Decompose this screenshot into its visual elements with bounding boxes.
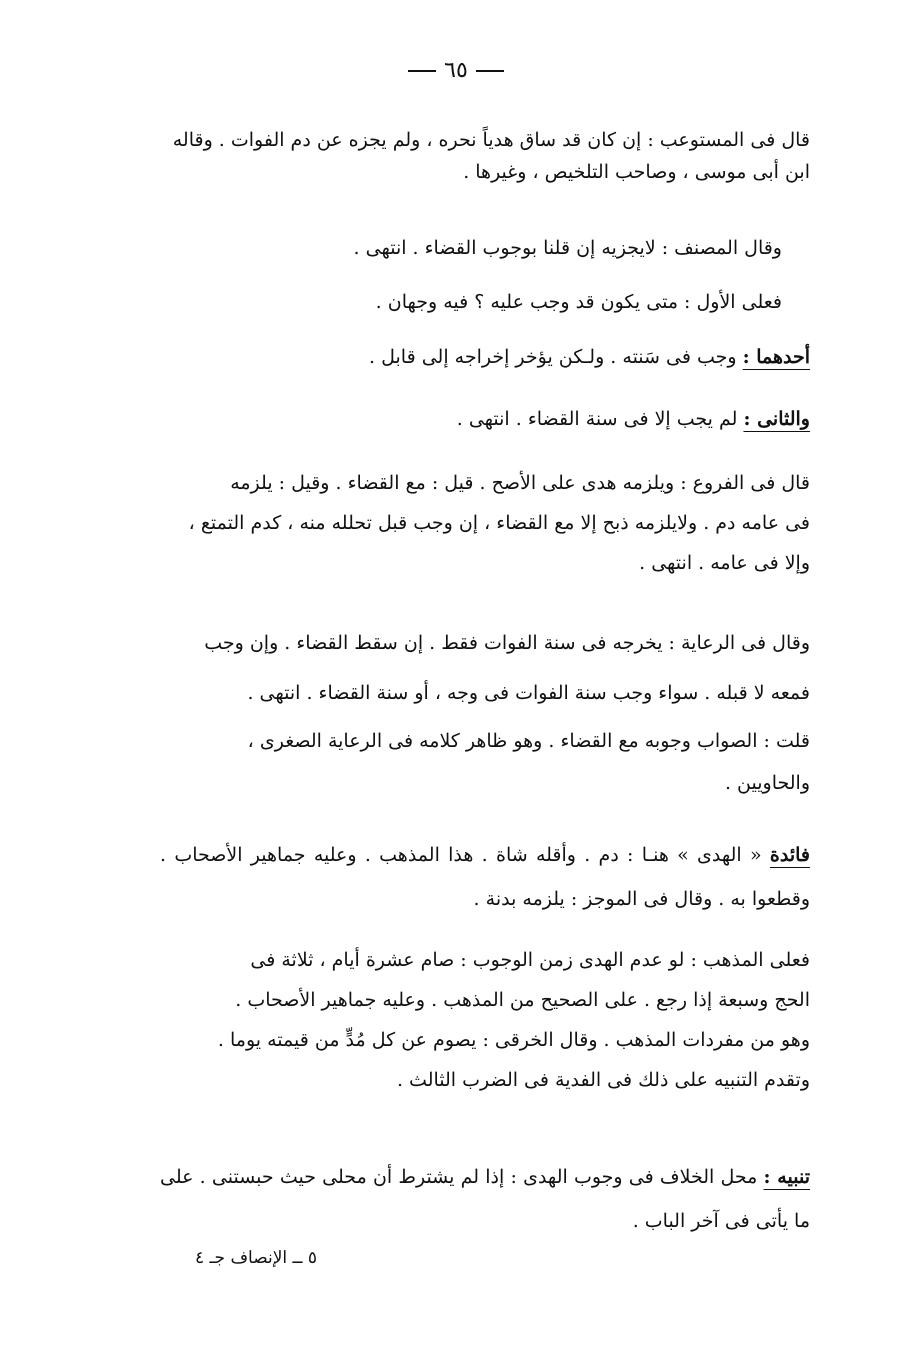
text-line: قال فى المستوعب : إن كان قد ساق هدياً نحره ، ولم يجزه عن دم الفوات . وقاله — [172, 129, 810, 151]
paragraph-7 — [160, 618, 810, 718]
text-line: « الهدى » هنـا : دم . وأقله شاة . هذا المذهب . وعليه جماهير الأصحاب . وقطعوا به . وقال فى الموجز : يلزمه بدنة . — [160, 844, 810, 910]
body-text — [160, 124, 810, 188]
text-line: وجب فى سَنته . ولـكن يؤخر إخراجه إلى قابل . — [369, 346, 743, 368]
lead-term: والثانى : — [743, 408, 810, 430]
paragraph-5 — [160, 405, 810, 433]
text-line: ابن أبى موسى ، وصاحب التلخيص ، وغيرها . — [463, 161, 810, 183]
text-line: وهو من مفردات المذهب . وقال الخرقى : يصوم عن كل مُدٍّ من قيمته يوما . — [217, 1029, 810, 1051]
lead-term: فائدة — [769, 844, 810, 866]
lead-term: أحدهما : — [742, 346, 810, 368]
text-line: محل الخلاف فى وجوب الهدى : إذا لم يشترط أن محلى حيث حبستنى . على ما يأتى فى آخر الباب . — [160, 1166, 810, 1232]
text-line: وقال المصنف : لايجزيه إن قلنا بوجوب القضاء . انتهى . — [353, 237, 782, 259]
text-line: فمعه لا قبله . سواء وجب سنة الفوات فى وجه ، أو سنة القضاء . انتهى . — [247, 682, 810, 704]
paragraph-9 — [160, 833, 810, 921]
text-line: والحاويين . — [724, 772, 810, 794]
text-line: فعلى الأول : متى يكون قد وجب عليه ؟ فيه وجهان . — [375, 291, 782, 313]
paragraph-8 — [160, 720, 810, 804]
paragraph-3 — [160, 288, 810, 316]
text-line: قلت : الصواب وجوبه مع القضاء . وهو ظاهر كلامه فى الرعاية الصغرى ، — [247, 730, 810, 752]
page-number-text: ٦٥ — [444, 58, 468, 83]
paragraph-10 — [160, 940, 810, 1100]
footer-signature: ٥ ــ الإنصاف جـ ٤ — [195, 1248, 318, 1268]
text-line: لم يجب إلا فى سنة القضاء . انتهى . — [456, 408, 744, 430]
right-dash — [408, 70, 436, 72]
paragraph-1 — [160, 124, 810, 188]
text-line: وقال فى الرعاية : يخرجه فى سنة الفوات فقط . إن سقط القضاء . وإن وجب — [204, 632, 810, 654]
paragraph-6 — [160, 463, 810, 583]
page-number — [0, 58, 912, 83]
paragraph-11 — [160, 1155, 810, 1243]
text-line: الحج وسبعة إذا رجع . على الصحيح من المذهب . وعليه جماهير الأصحاب . — [235, 989, 810, 1011]
lead-term: تنبيه : — [763, 1166, 810, 1188]
text-line: وتقدم التنبيه على ذلك فى الفدية فى الضرب الثالث . — [396, 1069, 810, 1091]
paragraph-2 — [160, 234, 810, 262]
text-line: فى عامه دم . ولايلزمه ذبح إلا مع القضاء ، إن وجب قبل تحلله منه ، كدم التمتع ، — [188, 512, 810, 534]
left-dash — [476, 70, 504, 72]
paragraph-4 — [160, 343, 810, 371]
text-line: قال فى الفروع : ويلزمه هدى على الأصح . قيل : مع القضاء . وقيل : يلزمه — [230, 472, 810, 494]
text-line: فعلى المذهب : لو عدم الهدى زمن الوجوب : صام عشرة أيام ، ثلاثة فى — [250, 949, 810, 971]
text-line: وإلا فى عامه . انتهى . — [639, 552, 810, 574]
